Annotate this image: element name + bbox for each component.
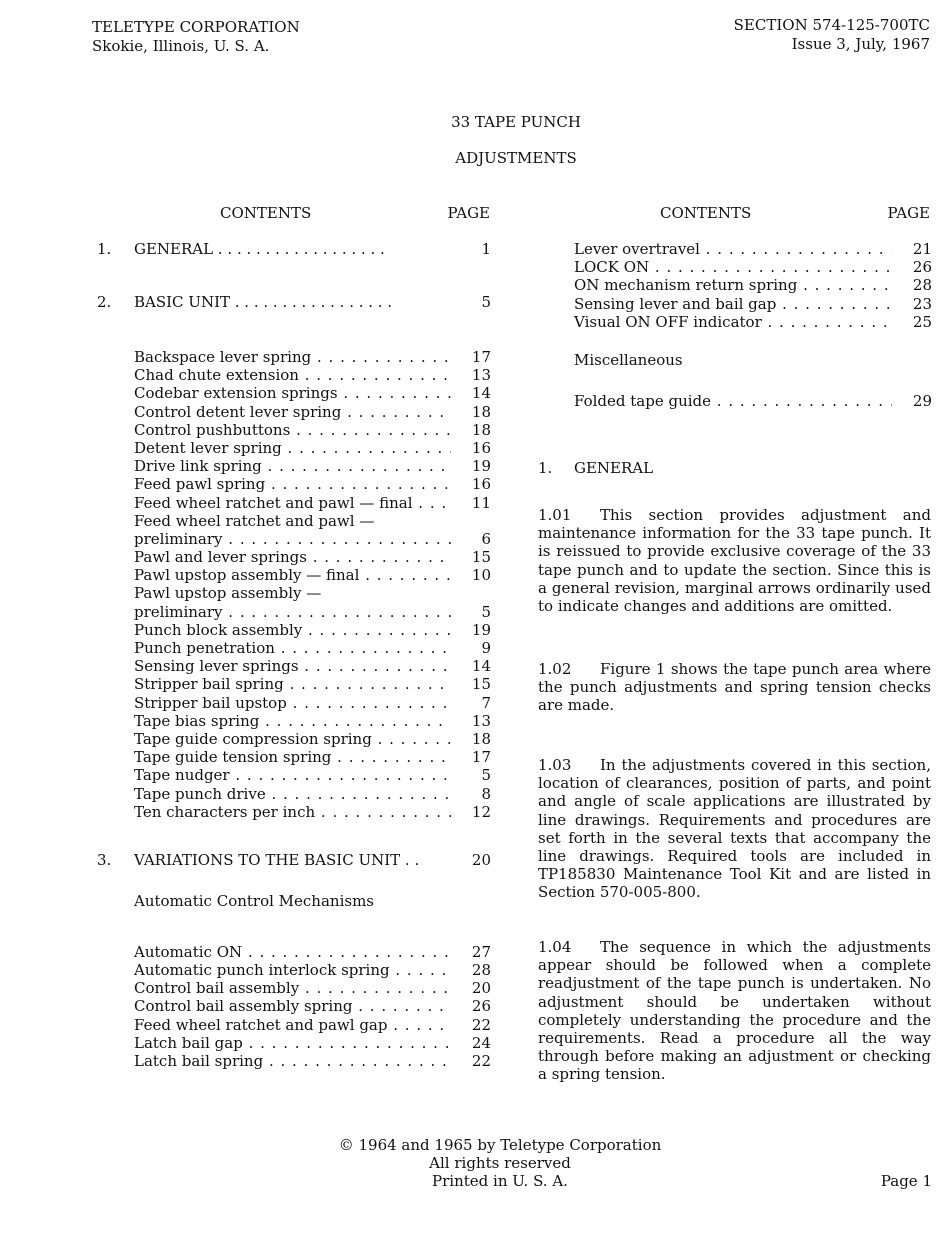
toc-entry-page: 19 (471, 620, 491, 639)
toc-entry-page: 8 (481, 784, 491, 803)
company-name: TELETYPE CORPORATION (92, 18, 300, 36)
toc-entry (97, 943, 491, 961)
page-heading: PAGE (447, 204, 490, 222)
toc-entry (97, 457, 491, 475)
toc-entry (97, 475, 491, 493)
toc-entry (97, 961, 491, 979)
auto-control-heading: Automatic Control Mechanisms (134, 891, 374, 910)
toc-entry-page: 19 (471, 457, 491, 476)
toc-entry-label: Stripper bail upstop . . . (134, 694, 451, 712)
toc-entry (574, 392, 932, 410)
toc-entry-label: Feed wheel ratchet and pawl — (134, 511, 375, 530)
toc-left-column (97, 240, 491, 1070)
toc-entry-page: 21 (912, 240, 932, 258)
toc-entry-page: 28 (912, 276, 932, 295)
toc-entry (574, 240, 932, 258)
toc-entry-page: 11 (471, 493, 491, 512)
header-left (92, 18, 300, 56)
toc-entry-label: Control detent lever spring . . . (134, 403, 451, 421)
section-num: 1. (97, 240, 112, 258)
toc-entry (97, 366, 491, 384)
paragraph-text: Figure 1 shows the tape punch area where the punch adjustments and spring tension checks are made. (538, 660, 931, 715)
section-number: SECTION 574-125-700TC (733, 16, 930, 34)
toc-entry-page: 14 (471, 657, 491, 676)
toc-entry-label: Drive link spring . . . (134, 457, 451, 475)
toc-entry-label: Feed wheel ratchet and pawl gap . . . (134, 1016, 451, 1034)
toc-entry (97, 621, 491, 639)
page-number: Page 1 (880, 1172, 932, 1190)
toc-entry-page: 18 (471, 402, 491, 421)
toc-entry-label: Sensing lever and bail gap . . . (574, 295, 892, 313)
toc-entry-label: Punch penetration . . . (134, 639, 451, 657)
toc-entry-label: Codebar extension springs . . . (134, 384, 451, 402)
paragraph-number: 1.04 (538, 938, 572, 956)
toc-entry-label: Folded tape guide . . . (574, 392, 892, 410)
header-right (734, 16, 930, 54)
contents-heading: CONTENTS (220, 204, 312, 222)
paragraph-1-04 (538, 938, 931, 1084)
toc-entry (97, 1016, 491, 1034)
toc-entry (97, 997, 491, 1015)
document-subtitle: ADJUSTMENTS (455, 149, 577, 167)
toc-entry-label: Latch bail spring . . . (134, 1052, 451, 1070)
toc-entry (97, 657, 491, 675)
toc-entry-page: 7 (481, 693, 491, 712)
toc-section-basic-unit (97, 293, 491, 312)
toc-entry (97, 421, 491, 439)
toc-entry-page: 26 (471, 997, 491, 1016)
misc-heading: Miscellaneous (574, 350, 683, 369)
toc-entry-label: LOCK ON . . . (574, 258, 892, 276)
toc-entry (574, 295, 932, 313)
section-page: 5 (481, 293, 491, 311)
toc-entry (574, 258, 932, 276)
toc-entry-label: Tape nudger . . . (134, 766, 451, 784)
toc-entry (97, 566, 491, 584)
toc-entry-page: 25 (912, 312, 932, 331)
toc-entry-page: 17 (471, 348, 491, 366)
toc-entry-page: 26 (912, 258, 932, 277)
toc-entry (97, 494, 491, 512)
toc-entry-page: 15 (471, 548, 491, 567)
toc-entry-label: Pawl upstop assembly — (134, 584, 322, 603)
toc-entry (97, 803, 491, 821)
paragraph-1-02 (538, 660, 931, 715)
toc-entry-page: 27 (471, 942, 491, 961)
toc-entry-label: Visual ON OFF indicator . . . (574, 313, 892, 331)
paragraph-text: In the adjustments covered in this section, location of clearances, position of parts, and point and angle of scale applications are illustrated by line drawings. Requirements and procedures are set forth in the several texts that accompany the line drawings. Required tools are included in TP185830 Maintenance Tool Kit and are listed in Section 570-005-800. (538, 756, 931, 902)
toc-entry-label: Latch bail gap . . . (134, 1034, 451, 1052)
toc-entry-label: Chad chute extension . . . (134, 366, 451, 384)
toc-entry-page: 5 (481, 766, 491, 785)
toc-entry-page: 22 (471, 1015, 491, 1034)
toc-entry-page: 15 (471, 675, 491, 694)
toc-right-column (574, 240, 932, 410)
section-page: 1 (481, 240, 491, 258)
section-label: GENERAL . . . . . . . . . . . . . . . . . . (134, 240, 385, 258)
toc-entry (97, 348, 491, 366)
toc-entry (97, 548, 491, 566)
toc-entry (97, 712, 491, 730)
paragraph-1-03 (538, 756, 931, 902)
toc-entry-page: 6 (481, 529, 491, 548)
toc-entry (97, 675, 491, 693)
toc-entry (97, 766, 491, 784)
toc-entry-page: 10 (471, 566, 491, 585)
toc-entry-page: 5 (481, 602, 491, 621)
company-location: Skokie, Illinois, U. S. A. (92, 37, 270, 55)
general-heading (538, 459, 931, 478)
toc-entry (97, 730, 491, 748)
section-num: 2. (97, 293, 112, 311)
toc-header-left (220, 204, 490, 222)
toc-entry-page: 22 (471, 1052, 491, 1070)
toc-entry-page: 18 (471, 420, 491, 439)
toc-entry (97, 530, 491, 548)
paragraph-number: 1.01 (538, 506, 572, 524)
toc-entry (97, 639, 491, 657)
toc-entry-label: Backspace lever spring . . . (134, 348, 451, 366)
toc-entry (97, 785, 491, 803)
toc-entry-page: 9 (481, 639, 491, 657)
auto-control-list (97, 943, 491, 1070)
toc-entry (97, 603, 491, 621)
toc-entry-page: 28 (471, 961, 491, 980)
toc-entry-label: Feed pawl spring . . . (134, 475, 451, 493)
contents-heading: CONTENTS (660, 204, 752, 222)
toc-entry-page: 23 (912, 294, 932, 313)
section-label: BASIC UNIT . . . . . . . . . . . . . . . . . (134, 293, 393, 311)
misc-list (574, 392, 932, 410)
toc-entry (97, 694, 491, 712)
toc-entry-page: 13 (471, 366, 491, 385)
rights: All rights reserved (429, 1154, 571, 1172)
issue-date: Issue 3, July, 1967 (791, 35, 930, 53)
toc-entry-label: Tape punch drive . . . (134, 785, 451, 803)
toc-entry-page: 12 (471, 802, 491, 821)
copyright: © 1964 and 1965 by Teletype Corporation (338, 1136, 662, 1154)
toc-section-variations (97, 851, 491, 870)
toc-entry-page: 29 (912, 391, 932, 410)
toc-entry-label: ON mechanism return spring . . . (574, 276, 892, 294)
toc-entry-label: Detent lever spring . . . (134, 439, 451, 457)
toc-entry (97, 748, 491, 766)
toc-entry-label: Pawl upstop assembly — final . . . (134, 566, 451, 584)
toc-entry-label: Tape bias spring . . . (134, 712, 451, 730)
toc-entry (97, 512, 491, 530)
toc-entry-label: Punch block assembly . . . (134, 621, 451, 639)
toc-entry-label: Lever overtravel . . . (574, 240, 892, 258)
right-toc-list (574, 240, 932, 331)
paragraph-1-01 (538, 506, 931, 615)
toc-entry-label: Feed wheel ratchet and pawl — final . . . (134, 494, 451, 512)
toc-entry-label: Tape guide compression spring . . . (134, 730, 451, 748)
toc-entry-page: 16 (471, 438, 491, 457)
toc-section-general (97, 240, 491, 259)
toc-header-right (660, 204, 930, 222)
toc-entry (97, 1052, 491, 1070)
toc-entry-page: 13 (471, 711, 491, 730)
page-heading: PAGE (887, 204, 930, 222)
paragraph-text: This section provides adjustment and maintenance information for the 33 tape punch. It is reissued to provide exclusive coverage of the 33 tape punch and to update the section. Since this is a general revision, marginal arrows ordinarily used to indicate changes and additions are omitted. (538, 506, 931, 616)
toc-entry (574, 276, 932, 294)
toc-entry (574, 313, 932, 331)
footer (0, 1136, 950, 1190)
paragraph-text: The sequence in which the adjustments appear should be followed when a complete readjustment of the tape punch is undertaken. No adjustment should be undertaken without completely understanding the procedure and the requirements. Read a procedure all the way through before making an adjustment or checking a spring tension. (538, 938, 931, 1084)
toc-entry-label: Stripper bail spring . . . (134, 675, 451, 693)
basic-unit-list (97, 348, 491, 821)
toc-entry (97, 584, 491, 602)
toc-entry (97, 979, 491, 997)
toc-entry-page: 24 (471, 1033, 491, 1052)
toc-entry-label: Control pushbuttons . . . (134, 421, 451, 439)
toc-entry-label: Automatic punch interlock spring . . . (134, 961, 451, 979)
toc-entry-page: 16 (471, 475, 491, 494)
paragraph-number: 1.03 (538, 756, 572, 774)
general-num: 1. (538, 459, 553, 477)
toc-entry (97, 1034, 491, 1052)
toc-entry-label: Sensing lever springs . . . (134, 657, 451, 675)
general-title: GENERAL (574, 459, 654, 477)
section-num: 3. (97, 850, 112, 869)
toc-entry-label: preliminary . . . (134, 530, 451, 548)
paragraph-number: 1.02 (538, 660, 572, 678)
toc-entry-page: 18 (471, 729, 491, 748)
toc-entry-label: Control bail assembly spring . . . (134, 997, 451, 1015)
toc-entry-label: Tape guide tension spring . . . (134, 748, 451, 766)
toc-entry-label: preliminary . . . (134, 603, 451, 621)
printed: Printed in U. S. A. (432, 1172, 568, 1190)
toc-entry (97, 403, 491, 421)
document-title: 33 TAPE PUNCH (451, 113, 581, 131)
toc-entry-page: 17 (471, 748, 491, 767)
toc-entry-label: Pawl and lever springs . . . (134, 548, 451, 566)
toc-entry (97, 384, 491, 402)
section-page: 20 (471, 850, 491, 869)
toc-entry (97, 439, 491, 457)
section-label: VARIATIONS TO THE BASIC UNIT . . (134, 850, 420, 869)
toc-entry-label: Automatic ON . . . (134, 943, 451, 961)
toc-entry-page: 20 (471, 979, 491, 998)
toc-entry-page: 14 (471, 384, 491, 403)
toc-entry-label: Control bail assembly . . . (134, 979, 451, 997)
toc-entry-label: Ten characters per inch . . . (134, 803, 451, 821)
